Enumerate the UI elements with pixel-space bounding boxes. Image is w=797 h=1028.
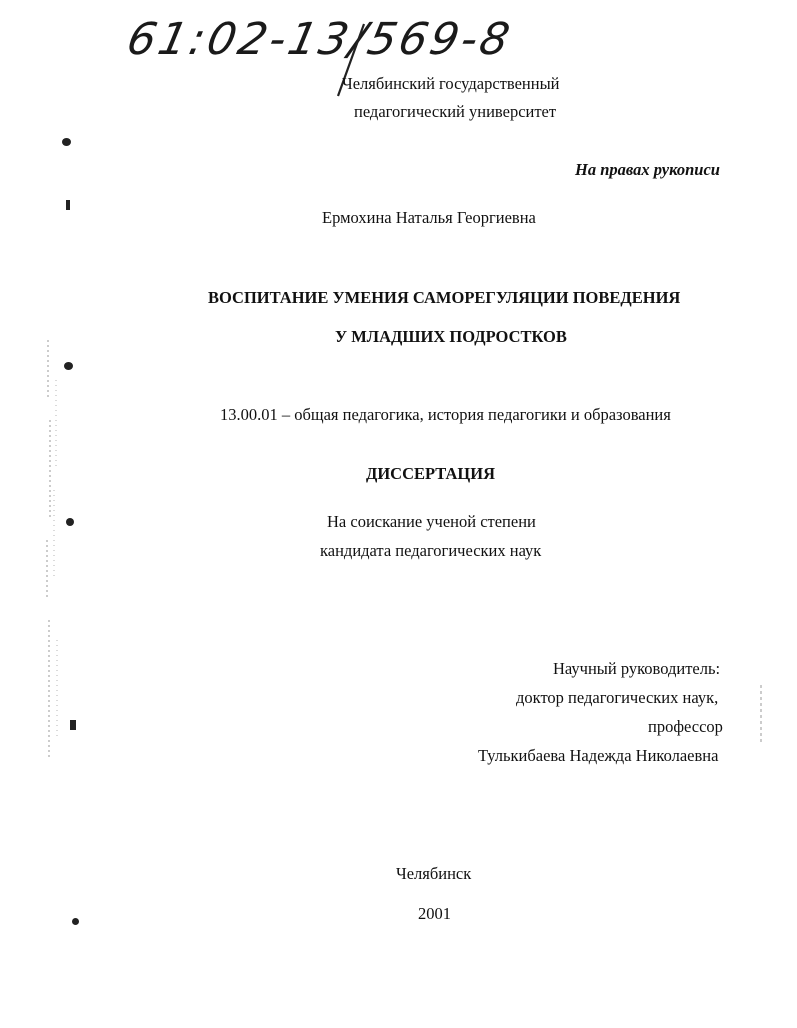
scan-edge-line	[758, 685, 764, 745]
degree-line-2: кандидата педагогических наук	[320, 541, 542, 560]
supervisor-rank: профессор	[648, 717, 723, 736]
scan-mark	[72, 918, 79, 925]
scan-mark	[70, 720, 76, 730]
supervisor-name: Тулькибаева Надежда Николаевна	[478, 746, 719, 765]
footer-year: 2001	[418, 904, 451, 923]
handwritten-archive-number: 61:02-13/569-8	[122, 14, 517, 65]
specialty-code: 13.00.01 – общая педагогика, история педагогики и образования	[220, 405, 671, 424]
author-name: Ермохина Наталья Георгиевна	[322, 208, 536, 227]
university-line-2: педагогический университет	[354, 102, 557, 121]
degree-line-1: На соискание ученой степени	[327, 512, 536, 531]
manuscript-note: На правах рукописи	[575, 160, 720, 179]
supervisor-label: Научный руководитель:	[553, 659, 721, 678]
title-line-2: У МЛАДШИХ ПОДРОСТКОВ	[335, 327, 567, 346]
scan-margin-noise	[38, 340, 68, 770]
scan-mark	[66, 200, 70, 210]
supervisor-degree: доктор педагогических наук,	[516, 688, 719, 707]
document-type: ДИССЕРТАЦИЯ	[366, 464, 495, 483]
scan-mark	[62, 138, 71, 146]
university-line-1: Челябинский государственный	[342, 74, 560, 93]
title-line-1: ВОСПИТАНИЕ УМЕНИЯ САМОРЕГУЛЯЦИИ ПОВЕДЕНИЯ	[208, 288, 681, 307]
footer-city: Челябинск	[396, 864, 472, 883]
